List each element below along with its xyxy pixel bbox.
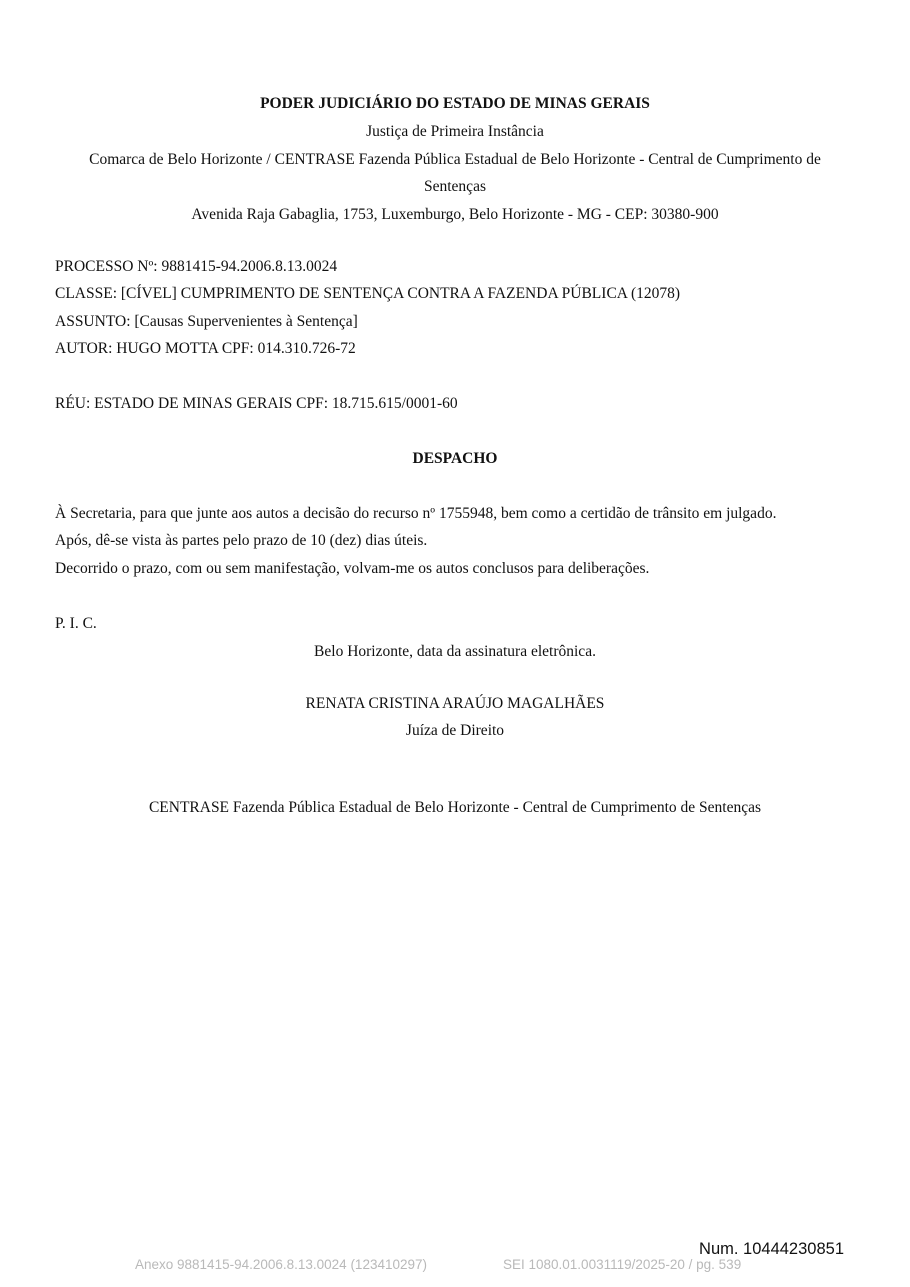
- document-title: DESPACHO: [412, 450, 498, 467]
- annex-stamp: Anexo 9881415-94.2006.8.13.0024 (123410297): [135, 1257, 428, 1272]
- case-autor: AUTOR: HUGO MOTTA CPF: 014.310.726-72: [55, 340, 356, 357]
- paragraph-1: À Secretaria, para que junte aos autos a decisão do recurso nº 1755948, bem como a certidão de trânsito em julgado.: [55, 505, 777, 522]
- case-assunto: ASSUNTO: [Causas Supervenientes à Sentença]: [55, 313, 358, 330]
- pic-line: P. I. C.: [55, 615, 97, 632]
- comarca-line-2: Sentenças: [424, 178, 486, 195]
- signer-role: Juíza de Direito: [405, 722, 505, 739]
- footer-unit: CENTRASE Fazenda Pública Estadual de Belo Horizonte - Central de Cumprimento de Sentenças: [148, 799, 762, 816]
- paragraph-3: Decorrido o prazo, com ou sem manifestação, volvam-me os autos conclusos para deliberações.: [55, 560, 650, 577]
- paragraph-2: Após, dê-se vista às partes pelo prazo de 10 (dez) dias úteis.: [55, 532, 428, 549]
- case-processo: PROCESSO Nº: 9881415-94.2006.8.13.0024: [55, 258, 338, 275]
- case-reu: RÉU: ESTADO DE MINAS GERAIS CPF: 18.715.615/0001-60: [55, 395, 458, 412]
- court-heading: PODER JUDICIÁRIO DO ESTADO DE MINAS GERAIS: [260, 95, 650, 112]
- document-number: Num. 10444230851: [699, 1240, 844, 1258]
- instance-line: Justiça de Primeira Instância: [366, 123, 544, 140]
- signer-name: RENATA CRISTINA ARAÚJO MAGALHÃES: [305, 695, 605, 712]
- signature-place-date: Belo Horizonte, data da assinatura eletrônica.: [314, 643, 596, 660]
- court-address: Avenida Raja Gabaglia, 1753, Luxemburgo, Belo Horizonte - MG - CEP: 30380-900: [191, 206, 719, 223]
- sei-stamp: SEI 1080.01.0031119/2025-20 / pg. 539: [503, 1257, 742, 1272]
- case-classe: CLASSE: [CÍVEL] CUMPRIMENTO DE SENTENÇA CONTRA A FAZENDA PÚBLICA (12078): [55, 285, 681, 302]
- comarca-line-1: Comarca de Belo Horizonte / CENTRASE Fazenda Pública Estadual de Belo Horizonte - Central de Cumprimento de: [89, 151, 821, 168]
